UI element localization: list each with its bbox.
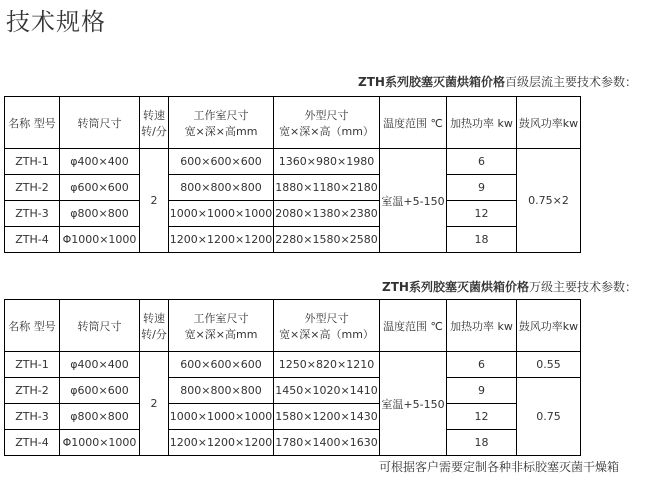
cell-heat: 9 (447, 378, 517, 404)
cell-model: ZTH-2 (5, 175, 60, 201)
footnote: 可根据客户需要定制各种非标胶塞灭菌干燥箱 (378, 460, 619, 474)
cell-drum: Φ1000×1000 (60, 430, 140, 456)
cell-outer: 2280×1580×2580 (274, 227, 380, 253)
table-header-row (5, 97, 581, 149)
table1-caption-bold: ZTH系列胶塞灭菌烘箱价格 (358, 75, 505, 89)
header-outer-line2: 宽×深×高（mm） (279, 327, 374, 341)
table2-caption (382, 279, 637, 295)
table-row (5, 227, 581, 253)
cell-work: 600×600×600 (169, 149, 274, 175)
header-temp-range: 温度范围 ℃ (380, 300, 447, 352)
spec-table-class100 (4, 96, 581, 253)
cell-model: ZTH-4 (5, 227, 60, 253)
cell-work: 1000×1000×1000 (169, 404, 274, 430)
table-header-row (5, 300, 581, 352)
cell-heat: 18 (447, 227, 517, 253)
cell-fan: 0.75×2 (517, 149, 581, 253)
header-speed (140, 300, 169, 352)
spec-table-class10000 (4, 299, 581, 456)
table-row (5, 149, 581, 175)
cell-outer: 1580×1200×1430 (274, 404, 380, 430)
header-work-line2: 宽×深×高mm (184, 327, 258, 341)
cell-drum: φ400×400 (60, 352, 140, 378)
cell-speed: 2 (140, 352, 169, 456)
cell-outer: 1250×820×1210 (274, 352, 380, 378)
cell-work: 800×800×800 (169, 175, 274, 201)
table-row (5, 378, 581, 404)
header-name-model: 名称 型号 (5, 300, 60, 352)
header-work-chamber (169, 97, 274, 149)
header-fan-power: 鼓风功率kw (517, 300, 581, 352)
header-speed-line2: 转/分 (141, 327, 167, 341)
header-speed-line2: 转/分 (141, 124, 167, 138)
cell-drum: φ800×800 (60, 201, 140, 227)
header-fan-power: 鼓风功率kw (517, 97, 581, 149)
header-temp-range: 温度范围 ℃ (380, 97, 447, 149)
cell-model: ZTH-2 (5, 378, 60, 404)
cell-work: 800×800×800 (169, 378, 274, 404)
header-work-chamber (169, 300, 274, 352)
cell-model: ZTH-3 (5, 201, 60, 227)
cell-work: 1200×1200×1200 (169, 227, 274, 253)
header-outer-line1: 外型尺寸 (304, 108, 349, 122)
header-outer-line1: 外型尺寸 (304, 311, 349, 325)
table-row (5, 175, 581, 201)
table-row (5, 352, 581, 378)
cell-drum: φ600×600 (60, 378, 140, 404)
header-heat-power: 加热功率 kw (447, 300, 517, 352)
cell-heat: 6 (447, 352, 517, 378)
cell-outer: 1360×980×1980 (274, 149, 380, 175)
header-work-line1: 工作室尺寸 (193, 311, 249, 325)
cell-heat: 12 (447, 404, 517, 430)
cell-model: ZTH-3 (5, 404, 60, 430)
cell-heat: 6 (447, 149, 517, 175)
header-speed (140, 97, 169, 149)
table1-caption-rest: 百级层流主要技术参数： (504, 75, 637, 89)
cell-temp: 室温+5-150 (380, 352, 447, 456)
cell-outer: 1450×1020×1410 (274, 378, 380, 404)
cell-work: 1000×1000×1000 (169, 201, 274, 227)
cell-drum: φ400×400 (60, 149, 140, 175)
table1-caption (358, 74, 637, 90)
table-row (5, 404, 581, 430)
cell-model: ZTH-4 (5, 430, 60, 456)
cell-outer: 1780×1400×1630 (274, 430, 380, 456)
table2-caption-rest: 万级主要技术参数： (528, 280, 637, 294)
header-speed-line1: 转速 (143, 108, 165, 122)
cell-speed: 2 (140, 149, 169, 253)
page-title: 技术规格 (6, 8, 106, 36)
header-outer-line2: 宽×深×高（mm） (279, 124, 374, 138)
header-drum-size: 转筒尺寸 (60, 300, 140, 352)
cell-temp: 室温+5-150 (380, 149, 447, 253)
cell-work: 600×600×600 (169, 352, 274, 378)
header-outer-size (274, 97, 380, 149)
header-name-model: 名称 型号 (5, 97, 60, 149)
header-work-line2: 宽×深×高mm (184, 124, 258, 138)
header-speed-line1: 转速 (143, 311, 165, 325)
cell-drum: φ600×600 (60, 175, 140, 201)
cell-drum: Φ1000×1000 (60, 227, 140, 253)
header-work-line1: 工作室尺寸 (193, 108, 249, 122)
table2-caption-bold: ZTH系列胶塞灭菌烘箱价格 (382, 280, 529, 294)
header-heat-power: 加热功率 kw (447, 97, 517, 149)
table-row (5, 201, 581, 227)
header-drum-size: 转筒尺寸 (60, 97, 140, 149)
cell-heat: 12 (447, 201, 517, 227)
cell-fan: 0.55 (517, 352, 581, 378)
cell-model: ZTH-1 (5, 149, 60, 175)
cell-heat: 9 (447, 175, 517, 201)
cell-model: ZTH-1 (5, 352, 60, 378)
table-row (5, 430, 581, 456)
header-outer-size (274, 300, 380, 352)
cell-outer: 2080×1380×2380 (274, 201, 380, 227)
cell-drum: φ800×800 (60, 404, 140, 430)
cell-work: 1200×1200×1200 (169, 430, 274, 456)
cell-outer: 1880×1180×2180 (274, 175, 380, 201)
cell-fan: 0.75 (517, 378, 581, 456)
cell-heat: 18 (447, 430, 517, 456)
